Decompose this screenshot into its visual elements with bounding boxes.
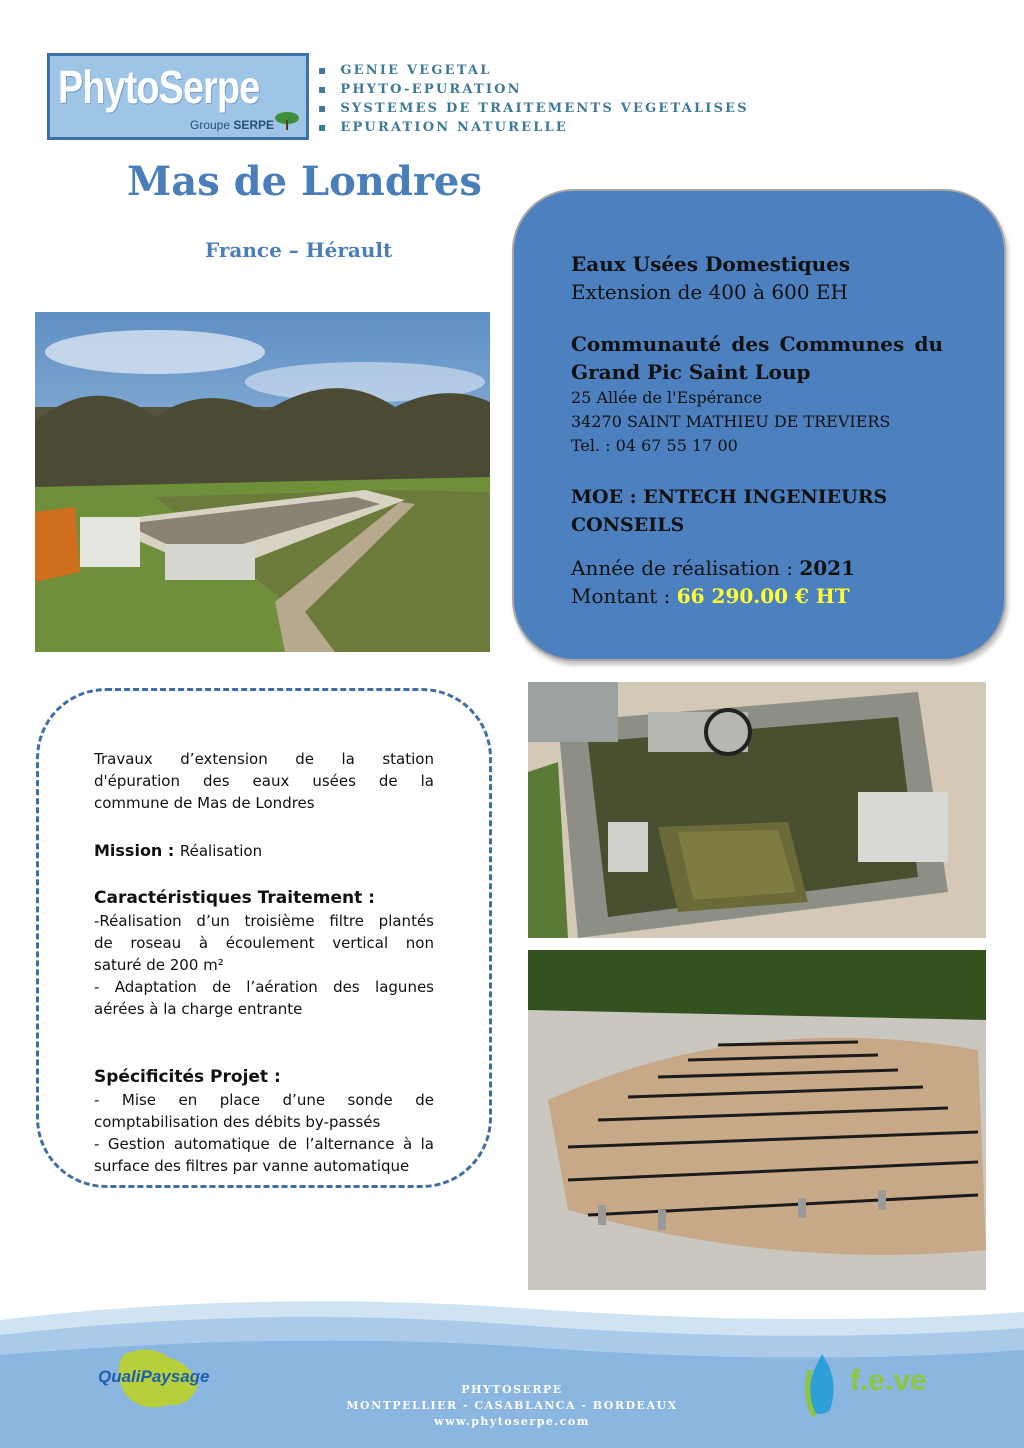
leaf-icon [800,1350,844,1420]
treatment-line: - Adaptation de l’aération des lagunes [94,978,434,996]
logo-group: Groupe SERPE [190,118,275,132]
client-name-line1: Communauté des Communes du [571,332,943,356]
service-item: ▪ EPURATION NATURELLE [318,118,749,137]
project-line: - Mise en place d’une sonde de [94,1091,434,1109]
project-amount: Montant : 66 290.00 € HT [571,584,850,608]
treatment-line: saturé de 200 m² [94,956,224,974]
wastewater-type: Eaux Usées Domestiques [571,252,851,276]
intro-line: commune de Mas de Londres [94,794,315,812]
completion-year: Année de réalisation : 2021 [571,556,856,580]
phytoserpe-logo [47,53,309,140]
treatment-title: Caractéristiques Traitement : [94,888,375,908]
treatment-line: aérées à la charge entrante [94,1000,303,1018]
project-line: - Gestion automatique de l’alternance à la [94,1135,434,1153]
project-title: Spécificités Projet : [94,1067,281,1087]
treatment-line: de roseau à écoulement vertical non [94,934,434,952]
photo-gravel-filter [528,950,986,1290]
moe-line1: MOE : ENTECH INGENIEURS [571,486,888,508]
client-name-line2: Grand Pic Saint Loup [571,360,811,384]
footer-company: PHYTOSERPE [461,1383,563,1396]
qualipaysage-logo-text: QualiPaysage [98,1367,210,1386]
intro-line: Travaux d’extension de la station [94,750,434,768]
footer-cities: MONTPELLIER - CASABLANCA - BORDEAUX [346,1399,678,1412]
service-item: ▪ GENIE VEGETAL [318,61,749,80]
services-list [318,61,749,137]
client-address-line1: 25 Allée de l'Espérance [571,388,763,407]
page-title: Mas de Londres [127,158,482,205]
intro-line: d'épuration des eaux usées de la [94,772,434,790]
mission-line: Mission : Réalisation [94,841,263,860]
region-label: France – Hérault [205,238,393,262]
project-line: surface des filtres par vanne automatique [94,1157,410,1175]
client-phone: Tel. : 04 67 55 17 00 [571,436,738,455]
feve-logo [800,1350,960,1420]
photo-filter-beds [35,312,490,652]
service-item: ▪ PHYTO-EPURATION [318,80,749,99]
treatment-line: -Réalisation d’un troisième filtre plantés [94,912,434,930]
logo-brand: PhytoSerpe [58,61,260,113]
project-line: comptabilisation des débits by-passés [94,1113,381,1131]
capacity-extension: Extension de 400 à 600 EH [571,280,848,304]
client-address-line2: 34270 SAINT MATHIEU DE TREVIERS [571,412,891,431]
footer-website: www.phytoserpe.com [434,1415,590,1428]
photo-chamber [528,682,986,938]
feve-logo-text: f.e.ve [850,1364,927,1397]
tree-icon [274,110,300,132]
moe-line2: CONSEILS [571,514,685,536]
service-item: ▪ SYSTEMES DE TRAITEMENTS VEGETALISES [318,99,749,118]
